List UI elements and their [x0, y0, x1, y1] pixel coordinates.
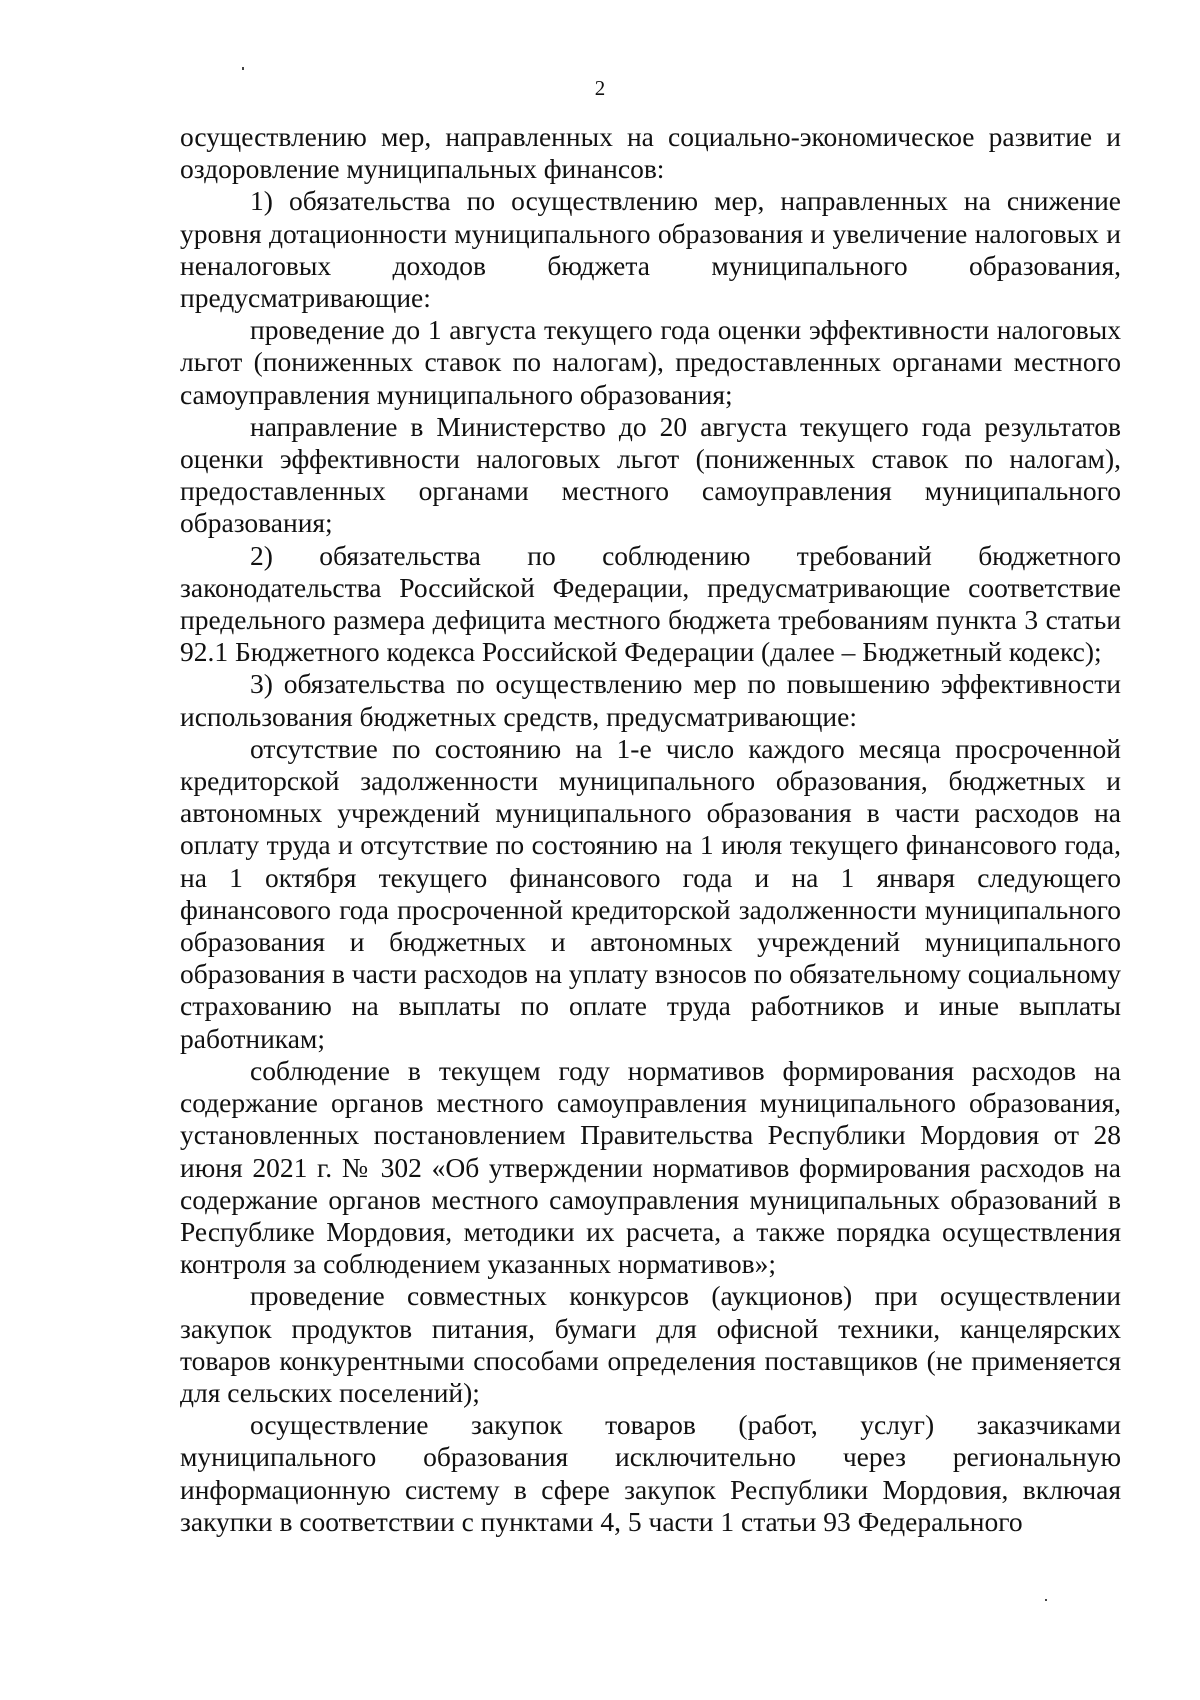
paragraph: 2) обязательства по соблюдению требований бюджетного законодательства Российской Федерации, предусматривающие соответствие предельного размера дефицита местного бюджета требованиям пункта 3 статьи 92.1 Бюджетного кодекса Российской Федерации (далее – Бюджетный кодекс); — [180, 539, 1121, 668]
paragraph: направление в Министерство до 20 августа текущего года результатов оценки эффективности налоговых льгот (пониженных ставок по налогам), предоставленных органами местного самоуправления муниципального образования; — [180, 410, 1121, 539]
paragraph: проведение до 1 августа текущего года оценки эффективности налоговых льгот (пониженных ставок по налогам), предоставленных органами местного самоуправления муниципального образования; — [180, 314, 1121, 410]
scan-speck — [242, 67, 244, 70]
page-number: 2 — [594, 76, 606, 100]
paragraph: осуществлению мер, направленных на социально-экономическое развитие и оздоровление муниципальных финансов: — [180, 121, 1121, 185]
paragraph: 3) обязательства по осуществлению мер по повышению эффективности использования бюджетных средств, предусматривающие: — [180, 668, 1121, 732]
document-body — [180, 121, 1121, 1538]
paragraph: 1) обязательства по осуществлению мер, направленных на снижение уровня дотационности муниципального образования и увеличение налоговых и неналоговых доходов бюджета муниципального образования, предусматривающие: — [180, 185, 1121, 314]
scan-speck — [1045, 1599, 1047, 1601]
paragraph: осуществление закупок товаров (работ, услуг) заказчиками муниципального образования исключительно через региональную информационную систему в сфере закупок Республики Мордовия, включая закупки в соответствии с пунктами 4, 5 части 1 статьи 93 Федерального — [180, 1409, 1121, 1537]
paragraph: соблюдение в текущем году нормативов формирования расходов на содержание органов местного самоуправления муниципального образования, установленных постановлением Правительства Республики Мордовия от 28 июня 2021 г. № 302 «Об утверждении нормативов формирования расходов на содержание органов местного самоуправления муниципальных образований в Республике Мордовия, методики их расчета, а также порядка осуществления контроля за соблюдением указанных нормативов»; — [180, 1054, 1121, 1280]
paragraph: проведение совместных конкурсов (аукционов) при осуществлении закупок продуктов питания, бумаги для офисной техники, канцелярских товаров конкурентными способами определения поставщиков (не применяется для сельских поселений); — [180, 1280, 1121, 1408]
paragraph: отсутствие по состоянию на 1-е число каждого месяца просроченной кредиторской задолженности муниципального образования, бюджетных и автономных учреждений муниципального образования в части расходов на оплату труда и отсутствие по состоянию на 1 июля текущего финансового года, на 1 октября текущего финансового года и на 1 января следующего финансового года просроченной кредиторской задолженности муниципального образования и бюджетных и автономных учреждений муниципального образования в части расходов на уплату взносов по обязательному социальному страхованию на выплаты по оплате труда работников и иные выплаты работникам; — [180, 732, 1121, 1054]
